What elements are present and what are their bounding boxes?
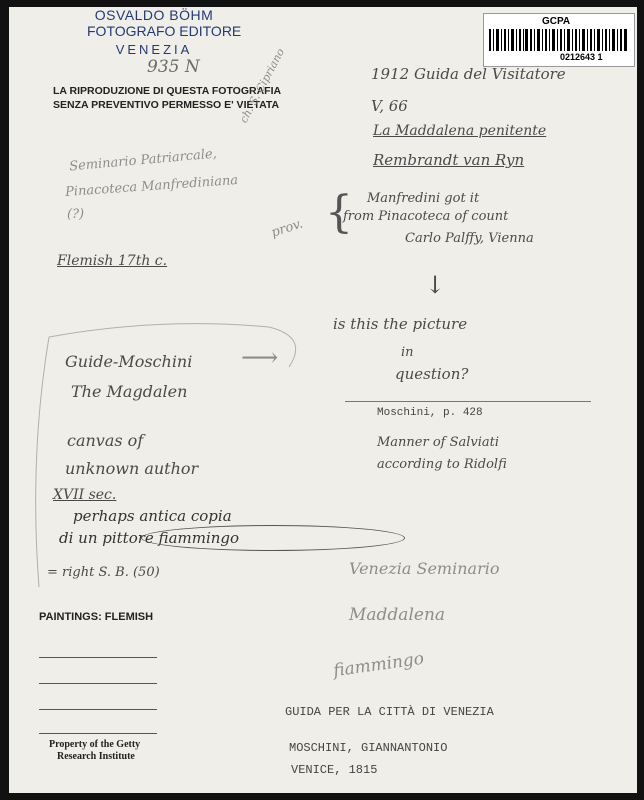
barcode-label [483, 13, 635, 67]
photo-mount-card [9, 7, 637, 793]
note-question: (?) [67, 207, 85, 222]
arrow-right-icon: ⟶ [241, 343, 279, 373]
circle-annotation [141, 525, 405, 551]
blank-line-3 [39, 709, 157, 710]
note-perhaps: perhaps antica copia [73, 507, 232, 525]
note-century: XVII sec. [53, 487, 117, 503]
note-is-this-line1: is this the picture [333, 315, 468, 333]
note-painting-title: La Maddalena penitente [373, 123, 547, 139]
copyright-notice-line2: SENZA PREVENTIVO PERMESSO E' VIETATA [53, 99, 280, 111]
note-moschini-author: MOSCHINI, GIANNANTONIO [289, 741, 448, 755]
barcode-number: 0212643 1 [560, 52, 603, 62]
note-maddalena: Maddalena [349, 605, 446, 625]
note-fiammingo: fiammingo [332, 648, 426, 682]
note-according: according to Ridolfi [377, 457, 507, 472]
category-label: PAINTINGS: FLEMISH [39, 611, 154, 623]
note-guide-moschini: Guide-Moschini [65, 352, 193, 371]
note-artist: Rembrandt van Ryn [373, 151, 525, 169]
note-venice: VENICE, 1815 [291, 763, 378, 777]
note-venezia-seminario: Venezia Seminario [349, 559, 500, 578]
note-prov-line2: from Pinacoteca of count [343, 209, 509, 224]
studio-city: VENEZIA [115, 42, 193, 57]
note-s-cipriano: ch. S. Cipriano [237, 46, 288, 126]
note-flemish: Flemish 17th c. [57, 253, 168, 269]
negative-number: 935 N [147, 57, 200, 77]
note-prov-label: prov. [269, 216, 305, 241]
note-the-magdalen: The Magdalen [71, 382, 188, 401]
barcode-icon [489, 29, 629, 51]
divider-line [345, 401, 591, 402]
barcode-collection: GCPA [542, 16, 571, 27]
note-is-this-line2: in [401, 345, 414, 360]
note-manner: Manner of Salviati [377, 435, 500, 450]
note-guide-ref: V, 66 [371, 97, 408, 115]
note-prov-line1: Manfredini got it [367, 191, 480, 206]
note-guide-title: 1912 Guida del Visitatore [371, 65, 566, 83]
blank-line-1 [39, 657, 157, 658]
note-is-this-line3: question? [395, 365, 469, 383]
note-di-un: di un pittore fiammingo [59, 529, 240, 547]
note-moschini-ref: Moschini, p. 428 [377, 407, 483, 419]
arrow-down-icon: ↓ [425, 271, 446, 299]
note-guida: GUIDA PER LA CITTÀ DI VENEZIA [285, 705, 494, 719]
note-seminary-line1: Seminario Patriarcale, [68, 146, 218, 175]
note-seminary-line2: Pinacoteca Manfrediniana [64, 172, 239, 201]
studio-name: OSVALDO BÖHM [94, 7, 214, 23]
note-prov-line3: Carlo Palffy, Vienna [405, 231, 534, 246]
note-canvas: canvas of [67, 431, 144, 450]
studio-role: FOTOGRAFO EDITORE [87, 23, 242, 39]
note-right-sb: = right S. B. (50) [47, 565, 160, 580]
note-unknown-author: unknown author [65, 459, 199, 478]
blank-line-4 [39, 733, 157, 734]
note-prov-brace: { [325, 187, 353, 238]
copyright-notice-line1: LA RIPRODUZIONE DI QUESTA FOTOGRAFIA [53, 85, 282, 97]
blank-line-2 [39, 683, 157, 684]
property-line2: Research Institute [57, 751, 135, 762]
property-line1: Property of the Getty [49, 739, 141, 750]
